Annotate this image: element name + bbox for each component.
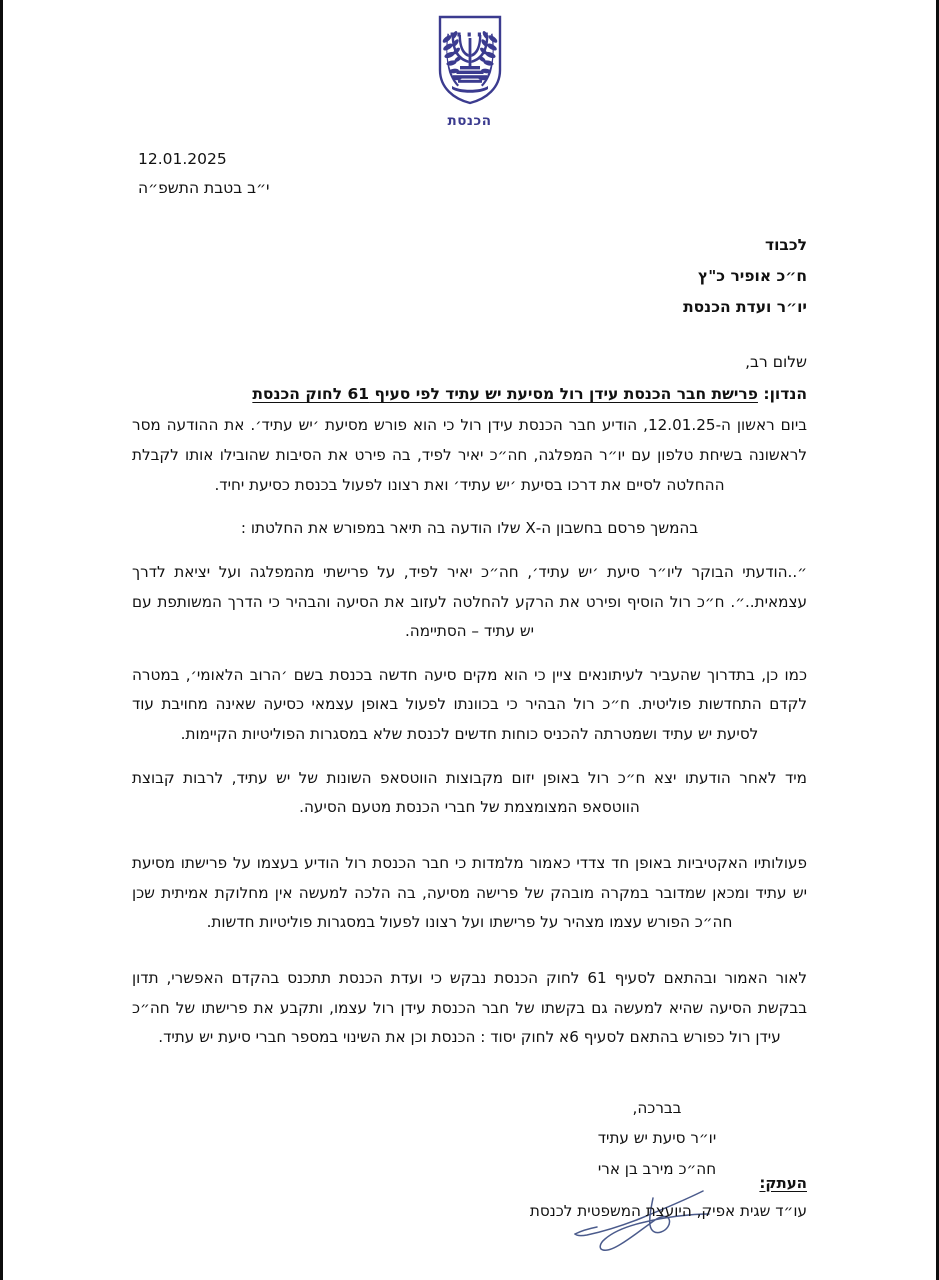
addressee-salutation: לכבוד xyxy=(764,236,807,255)
addressee-block xyxy=(132,230,807,323)
addressee-title: יו״ר ועדת הכנסת xyxy=(683,298,807,317)
copy-to-recipient: עו״ד שגית אפיק, היועצת המשפטית לכנסת xyxy=(529,1202,807,1220)
signature-closing: בברכה, xyxy=(632,1098,682,1117)
body-paragraph-7: לאור האמור ובהתאם לסעיף 61 לחוק הכנסת נבקש כי ועדת הכנסת תתכנס בהקדם האפשרי, תדון בבקשת הסיעה שהיא למעשה גם בקשתו של חבר הכנסת עידן רול עצמו, ותקבע את פרישתו של חה״כ עידן רול כפורש בהתאם לסעיף 6א לחוק יסוד : הכנסת וכן את השינוי במספר חברי סיעת יש עתיד. xyxy=(132,968,807,1047)
date-block xyxy=(132,145,807,202)
body-paragraph-1: ביום ראשון ה-12.01.25, הודיע חבר הכנסת עידן רול כי הוא פורש מסיעת ׳יש עתיד׳. את ההודעה מסר לראשונה בשיחת טלפון עם יו״ר המפלגה, חה״כ יאיר לפיד, בה פירט את הסיבות שהובילו אותו לקבלת ההחלטה לסיים את דרכו בסיעת ׳יש עתיד׳ ואת רצונו לפעול בכנסת כסיעת יחיד. xyxy=(132,416,807,494)
body-paragraph-4: כמו כן, בתדרוך שהעביר לעיתונאים ציין כי הוא מקים סיעה חדשה בכנסת בשם ׳הרוב הלאומי׳, במטרה לקדם התחדשות פוליטית. ח״כ רול הבהיר כי בכוונתו לפעול באופן עצמאי כסיעה שאינה מחויבת עוד לסיעת יש עתיד ושמטרתה להכניס כוחות חדשים לכנסת שלא במסגרות הפוליטיות הקיימות. xyxy=(132,665,807,744)
gregorian-date: 12.01.2025 xyxy=(138,150,227,168)
body-paragraph-2: בהמשך פרסם בחשבון ה-X שלו הודעה בה תיאר במפורש את החלטתו : xyxy=(240,519,699,538)
body-paragraph-6: פעולותיו האקטיביות באופן חד צדדי כאמור מלמדות כי חבר הכנסת רול הודיע בעצמו על פרישתו מסיעת יש עתיד ומכאן שמדובר במקרה מובהק של פרישה מסיעה, בה הלכה למעשה אין מחלוקת אמיתית שכן חה״כ הפורש עצמו מצהיר על פרישתו ועל רצונו לפעול במסגרות פוליטיות חדשות. xyxy=(132,854,807,932)
hebrew-date: י״ב בטבת התשפ״ה xyxy=(138,178,270,197)
subject-label: הנדון: xyxy=(757,385,807,404)
greeting: שלום רב, xyxy=(745,353,807,372)
body-paragraph-3: ״..הודעתי הבוקר ליו״ר סיעת ׳יש עתיד׳, חה״כ יאיר לפיד, על פרישתי מהמפלגה ועל יציאת לדרך עצמאית..״. ח״כ רול הוסיף ופירט את הרקע להחלטה לעזוב את הסיעה והבהיר כי הדרך המשותפת עם יש עתיד – הסתיימה. xyxy=(132,562,807,641)
letterhead xyxy=(132,0,807,129)
page-content-area xyxy=(3,0,936,1280)
knesset-menorah-emblem-icon xyxy=(436,14,504,106)
signature-role: יו״ר סיעת יש עתיד xyxy=(597,1129,717,1148)
letter-body xyxy=(132,411,807,1053)
signature-name: חה״כ מירב בן ארי xyxy=(597,1159,717,1178)
addressee-name: ח״כ אופיר כ"ץ xyxy=(697,267,807,286)
copy-to-title: העתק: xyxy=(759,1174,807,1192)
body-paragraph-5: מיד לאחר הודעתו יצא ח״כ רול באופן יזום מקבוצות הווטסאפ השונות של יש עתיד, לרבות קבוצת הווטסאפ המצומצמת של חברי הכנסת מטעם הסיעה. xyxy=(132,768,807,817)
emblem-caption: הכנסת xyxy=(447,113,492,129)
copy-to-block xyxy=(132,1174,807,1220)
subject-text: פרישת חבר הכנסת עידן רול מסיעת יש עתיד לפי סעיף 61 לחוק הכנסת xyxy=(252,385,758,404)
subject-line xyxy=(132,385,807,403)
